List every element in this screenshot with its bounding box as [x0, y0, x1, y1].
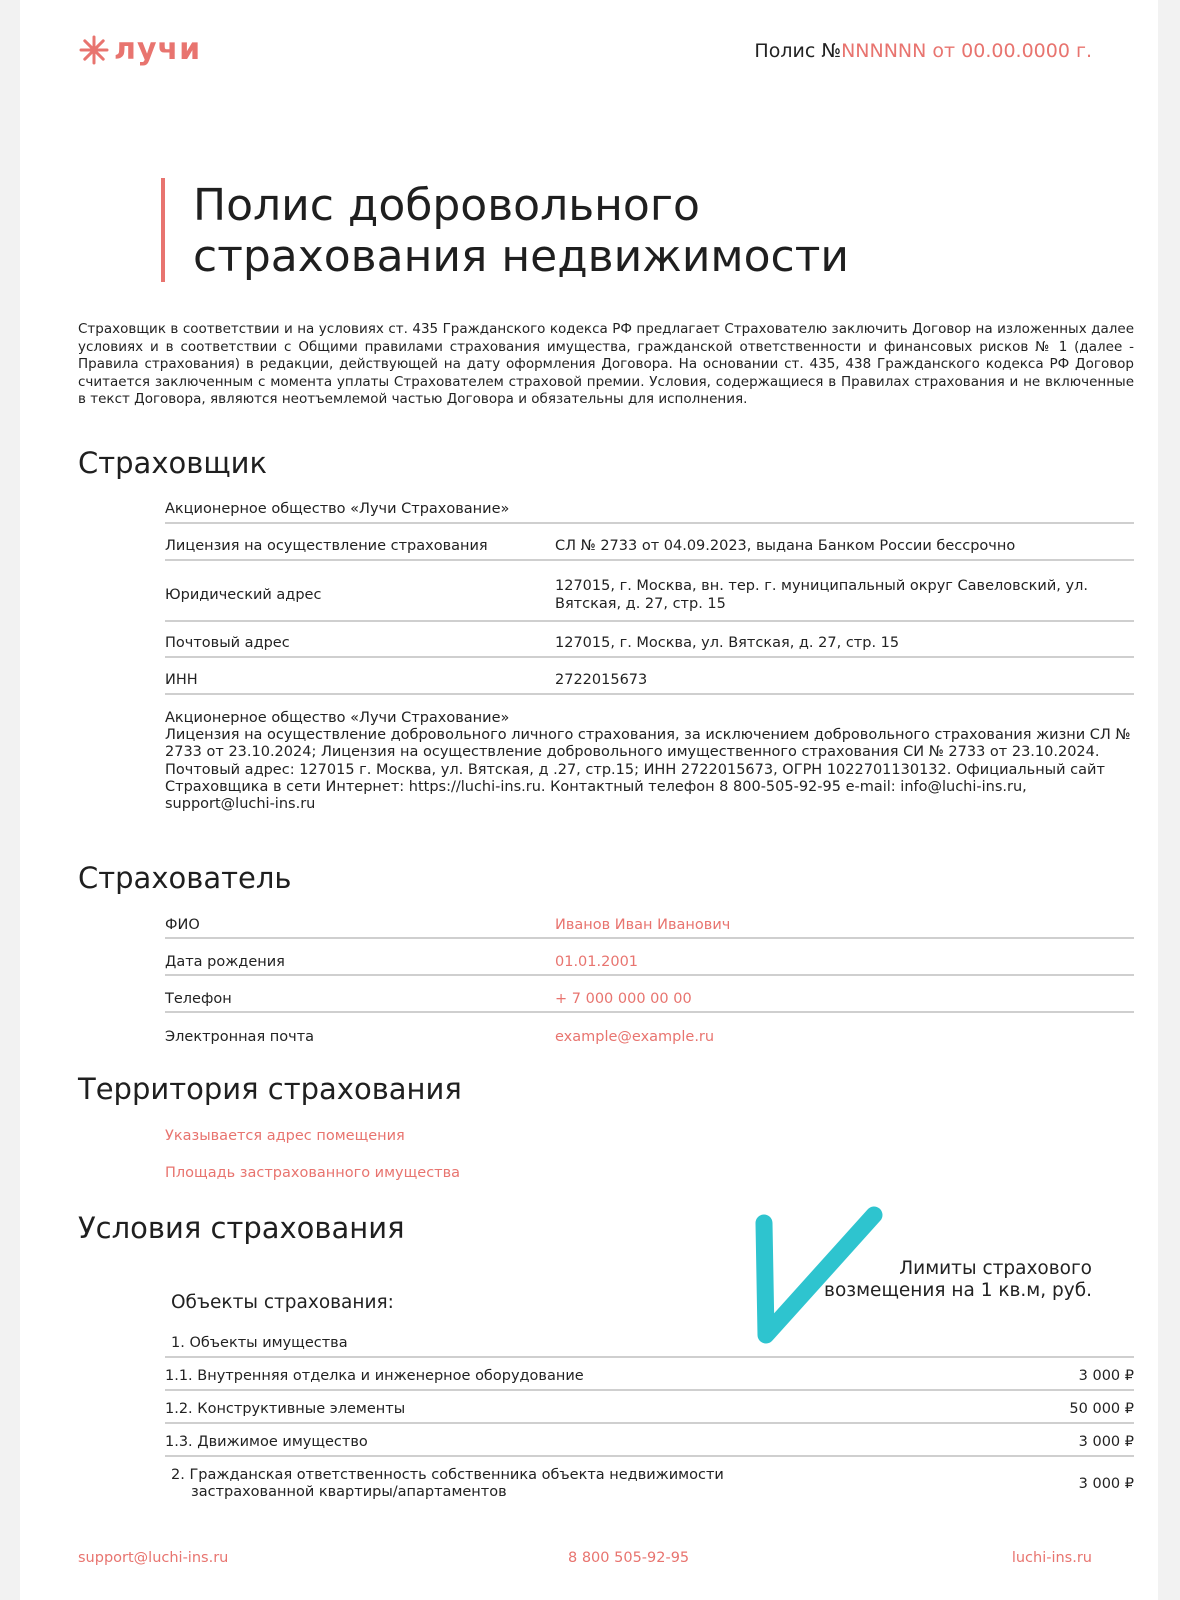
insurer-row	[165, 533, 1134, 561]
brand-name: лучи	[114, 32, 202, 67]
condition-row	[165, 1363, 1134, 1391]
condition-label: 1.3. Движимое имущество	[165, 1433, 368, 1450]
title-line-2: страхования недвижимости	[193, 231, 849, 282]
policyholder-row	[165, 1024, 1134, 1049]
condition-row	[165, 1396, 1134, 1424]
condition-group-row	[165, 1330, 1134, 1358]
insurer-row-value: 127015, г. Москва, ул. Вятская, д. 27, стр. 15	[555, 635, 900, 651]
territory-address: Указывается адрес помещения	[165, 1128, 405, 1144]
insurer-details-line: Лицензия на осуществление добровольного личного страхования, за исключением добровольного страхования жизни СЛ № 2733 от 23.10.2024; Лицензия на осуществление добровольного имущественного страхования СИ № 2733 от 23.10.2024.	[165, 727, 1131, 761]
territory-area: Площадь застрахованного имущества	[165, 1165, 461, 1181]
condition-group-label: 1. Объекты имущества	[171, 1334, 348, 1351]
title-line-1: Полис добровольного	[193, 180, 700, 231]
insurer-row-label: Лицензия на осуществление страхования	[165, 538, 488, 554]
policy-date: 00.00.0000 г.	[961, 40, 1092, 62]
policy-number: NNNNNN	[841, 40, 927, 62]
condition-label-line: застрахованной квартиры/апартаментов	[191, 1484, 507, 1500]
insurer-heading: Страховщик	[78, 446, 267, 480]
condition-row	[165, 1464, 1134, 1504]
policyholder-row-value: Иванов Иван Иванович	[555, 916, 731, 933]
policy-prefix: Полис №	[754, 40, 842, 62]
insurer-row	[165, 667, 1134, 695]
sun-rays-icon	[78, 34, 110, 66]
condition-label: 1.2. Конструктивные элементы	[165, 1400, 406, 1417]
footer-phone[interactable]: 8 800 505-92-95	[568, 1550, 690, 1566]
policyholder-heading: Страхователь	[78, 861, 292, 895]
insurer-row	[165, 630, 1134, 658]
conditions-heading: Условия страхования	[78, 1211, 405, 1245]
territory-heading: Территория страхования	[78, 1072, 462, 1106]
insurer-row-value: 2722015673	[555, 672, 648, 688]
insurer-row-label: Почтовый адрес	[165, 635, 290, 651]
policyholder-row	[165, 912, 1134, 939]
policyholder-row-label: Электронная почта	[165, 1028, 315, 1045]
objects-column-header: Объекты страхования:	[171, 1292, 394, 1313]
policyholder-row	[165, 949, 1134, 976]
policyholder-row-label: ФИО	[165, 916, 200, 933]
policy-reference	[754, 40, 1092, 62]
condition-amount: 3 000 ₽	[1078, 1367, 1134, 1384]
insurer-row-label: Юридический адрес	[165, 586, 322, 603]
condition-label: 1.1. Внутренняя отделка и инженерное оборудование	[165, 1367, 584, 1384]
limits-header-line: Лимиты страхового	[899, 1258, 1092, 1279]
page-title	[193, 180, 849, 282]
insurer-details-line: Акционерное общество «Лучи Страхование»	[165, 710, 510, 726]
insurer-details	[165, 710, 1134, 813]
policyholder-row-value: + 7 000 000 00 00	[555, 990, 692, 1007]
intro-paragraph: Страховщик в соответствии и на условиях ст. 435 Гражданского кодекса РФ предлагает Страхователю заключить Договор на изложенных далее условиях и в соответствии с Общими правилами страхования имущества, гражданской ответственности и финансовых рисков № 1 (далее - Правила страхования) в редакции, действующей на дату оформления Договора. На основании ст. 435, 438 Гражданского кодекса РФ Договор считается заключенным с момента уплаты Страхователем страховой премии. Условия, содержащиеся в Правилах страхования и не включенные в текст Договора, являются неотъемлемой частью Договора и обязательны для исполнения.	[78, 321, 1134, 407]
policyholder-row-label: Телефон	[165, 990, 232, 1007]
policyholder-row-value: 01.01.2001	[555, 953, 639, 970]
insurer-name: Акционерное общество «Лучи Страхование»	[165, 501, 510, 517]
policyholder-row	[165, 986, 1134, 1013]
policyholder-row-value: example@example.ru	[555, 1028, 715, 1045]
footer-email[interactable]: support@luchi-ins.ru	[78, 1550, 229, 1566]
insurer-name-row	[165, 496, 1134, 524]
limits-header-line: возмещения на 1 кв.м, руб.	[824, 1280, 1092, 1301]
insurer-row-label: ИНН	[165, 672, 198, 688]
condition-row	[165, 1429, 1134, 1457]
condition-amount: 3 000 ₽	[1078, 1475, 1134, 1492]
insurer-row-value: СЛ № 2733 от 04.09.2023, выдана Банком России бессрочно	[555, 538, 1016, 554]
condition-amount: 50 000 ₽	[1069, 1400, 1134, 1417]
insurer-row-value: 127015, г. Москва, вн. тер. г. муниципальный округ Савеловский, ул. Вятская, д. 27, стр. 15	[555, 577, 1088, 612]
insurer-row	[165, 569, 1134, 622]
insurer-details-line: Почтовый адрес: 127015 г. Москва, ул. Вятская, д .27, стр.15; ИНН 2722015673, ОГРН 1022701130132. Официальный сайт Страховщика в сети Интернет: https://luchi-ins.ru. Контактный телефон 8 800-505-92-95 e-mail: info@luchi-ins.ru, support@luchi-ins.ru	[165, 761, 1105, 813]
policy-from: от	[926, 40, 962, 62]
checkmark-icon	[750, 1205, 890, 1355]
condition-amount: 3 000 ₽	[1078, 1433, 1134, 1450]
policyholder-row-label: Дата рождения	[165, 953, 285, 970]
condition-label	[165, 1467, 724, 1501]
footer-site[interactable]: luchi-ins.ru	[1011, 1550, 1092, 1566]
condition-label-line: 2. Гражданская ответственность собственника объекта недвижимости	[171, 1467, 724, 1483]
policy-page	[20, 0, 1158, 1600]
title-accent-bar	[161, 178, 165, 282]
brand-logo	[78, 30, 201, 70]
